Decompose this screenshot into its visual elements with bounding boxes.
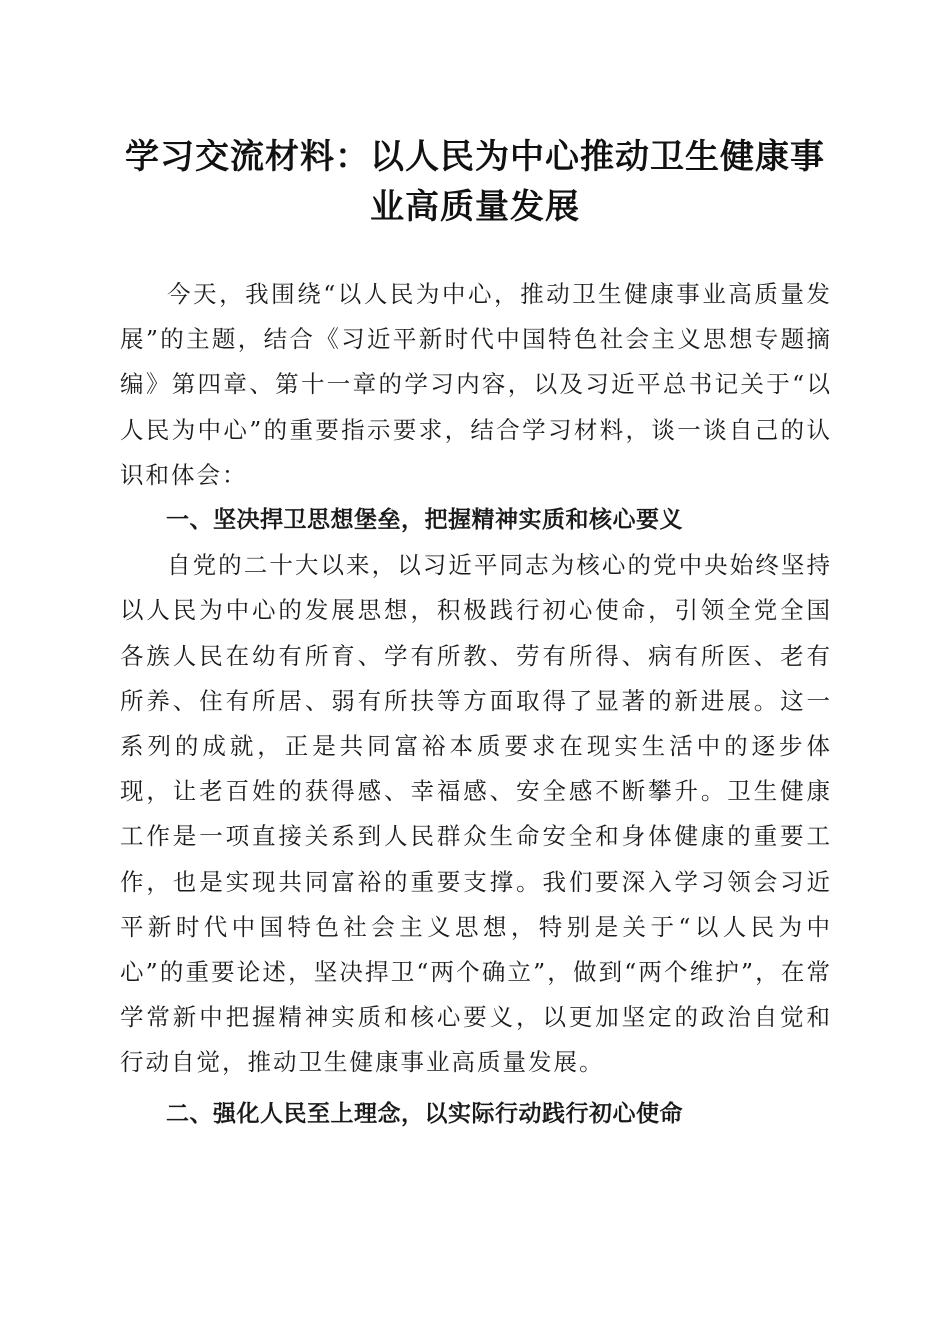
document-title: 学习交流材料：以人民为中心推动卫生健康事业高质量发展 [125, 137, 825, 227]
section-1-heading: 一、坚决捍卫思想堡垒，把握精神实质和核心要义 [166, 507, 683, 534]
section-2-heading: 二、强化人民至上理念，以实际行动践行初心使命 [166, 1100, 683, 1127]
document-body [120, 272, 832, 1137]
intro-paragraph: 今天，我围绕“以人民为中心，推动卫生健康事业高质量发展”的主题，结合《习近平新时代中国特色社会主义思想专题摘编》第四章、第十一章的学习内容，以及习近平总书记关于“以人民为中心”的重要指示要求，结合学习材料，谈一谈自己的认识和体会： [120, 280, 832, 489]
section-1-paragraph: 自党的二十大以来，以习近平同志为核心的党中央始终坚持以人民为中心的发展思想，积极践行初心使命，引领全党全国各族人民在幼有所育、学有所教、劳有所得、病有所医、老有所养、住有所居、弱有所扶等方面取得了显著的新进展。这一系列的成就，正是共同富裕本质要求在现实生活中的逐步体现，让老百姓的获得感、幸福感、安全感不断攀升。卫生健康工作是一项直接关系到人民群众生命安全和身体健康的重要工作，也是实现共同富裕的重要支撑。我们要深入学习领会习近平新时代中国特色社会主义思想，特别是关于“以人民为中心”的重要论述，坚决捍卫“两个确立”，做到“两个维护”，在常学常新中把握精神实质和核心要义，以更加坚定的政治自觉和行动自觉，推动卫生健康事业高质量发展。 [120, 551, 832, 1077]
